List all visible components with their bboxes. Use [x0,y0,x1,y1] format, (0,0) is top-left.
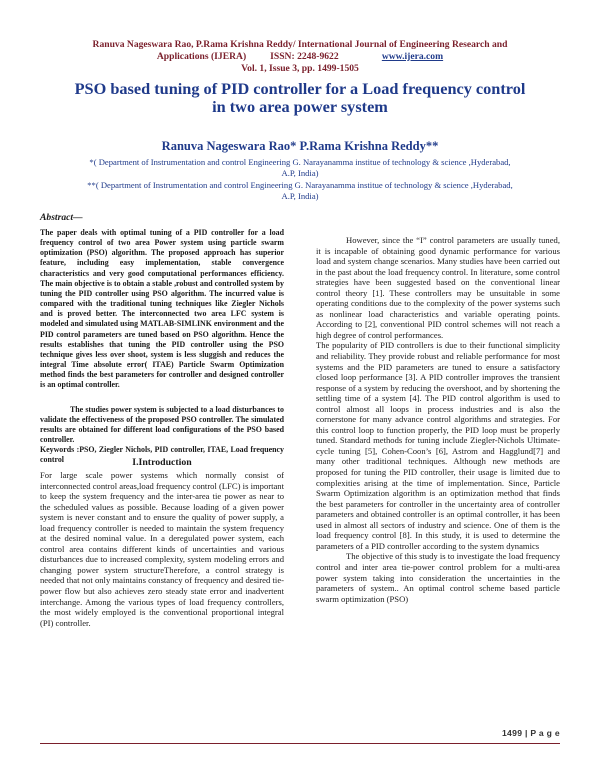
footer-rule [40,743,560,744]
website-link[interactable]: www.ijera.com [381,51,444,62]
page-number: 1499 | P a g e [501,728,560,738]
affiliation-2-line-2: A.P, India) [281,190,319,201]
journal-abbr: Applications (IJERA) [156,51,247,62]
abstract-heading: Abstract— [40,212,83,223]
right-paragraph-2: The popularity of PID controllers is due to their functional simplicity and reliability. They provide robust and reliable performance for most systems and the PID parameters are tuned to ensure a satisfactory closed loop performance [3]. A PID controller improves the transient response of a system by reducing the overshoot, and by shortening the settling time of a system [4]. The PID control algorithm is used to control almost all loops in process industries and is also the cornerstone for many advance control algorithms and strategies. For this control loop to function properly, the PID loop must be properly tuned. Standard methods for tuning include Ziegler-Nichols Ultimate-cycle tuning [5], Cohen-Coon’s [6], Astrom and Hagglund[7] and many other traditional techniques. Although new methods are proposed for tuning the PID controller, their usage is limited due to complexities arising at the time of implementation. Since, Particle Swarm Optimization algorithm is an optimization method that finds the best parameters for controller in the uncertainty area of controller parameters and obtained controller is an optimal controller, it has been used in almost all sectors of industry and science. One of them is the load frequency control [8]. In this study, it is used to determine the parameters of a PID controller according to the system dynamics [316,340,560,551]
title-line-2: in two area power system [212,97,388,116]
affiliation-2-line-1: **( Department of Instrumentation and control Engineering G. Narayanamma institue of technology & science ,Hyderabad, [87,180,513,190]
journal-issn-line [40,51,560,63]
intro-body [40,470,284,628]
right-paragraph-1: However, since the “I” control parameters are usually tuned, it is incapable of obtaining good dynamic performance for various load and system change scenarios. Many studies have been carried out in the past about the load frequency control. In literature, some control strategies have been suggested based on the conventional linear control theory [1]. These controllers may be unsuitable in some operating conditions due to the complexity of the power systems such as nonlinear load characteristics and variable operating points. According to [2], conventional PID control schemes will not reach a high degree of control performances. [316,235,560,340]
right-paragraph-3: The objective of this study is to investigate the load frequency control and inter area tie-power control problem for a multi-area power system taking into consideration the uncertainties in the parameters of system.. An optimal control scheme based particle swarm optimization (PSO) [316,551,560,604]
affiliation-1-line-1: *( Department of Instrumentation and control Engineering G. Narayanamma institue of technology & science ,Hyderabad, [89,157,511,167]
affiliation-1-line-2: A.P, India) [281,167,319,178]
keywords: Keywords :PSO, Ziegler Nichols, PID controller, ITAE, Load frequency control [40,445,284,465]
issn: ISSN: 2248-9622 [270,51,339,62]
journal-header [40,39,560,75]
affiliation-2 [40,180,560,201]
abstract-paragraph-1: The paper deals with optimal tuning of a PID controller for a load frequency control of two area Power system using particle swarm optimization (PSO) algorithm. The proposed approach has superior feature, including easy implementation, stable convergence characteristics and very good computational performances efficiency. The main objective is to obtain a stable ,robust and controlled system by tuning the PID controller using PSO algorithm. The incurred value is compared with the traditional tuning techniques like Ziegler Nichols and is proved better. The interconnected two area LFC system is modeled and simulated using MATLAB-SIMLINK environment and the PID control parameters are tuned based on PSO algorithm. Hence the results establishes that tuning the PID controller using the PSO technique gives less over shoot, system is less sluggish and reduces the integral Time absolute error( ITAE) Particle Swarm Optimization method finds the best parameters for controller and designed controller is an optimal controller. [40,228,284,390]
paper-title [60,80,540,116]
intro-paragraph-1: For large scale power systems which normally consist of interconnected control areas,load frequency control (LFC) is important to keep the system frequency and the inter-area tie power as near to the scheduled values as possible. Because loading of a given power system is never constant and to ensure the quality of power supply, a load frequency controller is needed to maintain the system frequency at the desired nominal value. In a deregulated power system, each control area contains different kinds of uncertainties and various disturbances due to increased complexity, system modeling errors and changing power system structureTherefore, a control strategy is needed that not only maintains constancy of frequency and desired tie-power flow but also achieves zero steady state error and inadvertent interchange. Among the various types of load frequency controllers, the most widely employed is the conventional proportional integral (PI) controller. [40,470,284,628]
abstract-body [40,228,284,465]
right-column [316,235,560,604]
intro-heading: I.Introduction [132,457,192,468]
title-line-1: PSO based tuning of PID controller for a Load frequency control [74,79,526,98]
journal-line: Ranuva Nageswara Rao, P.Rama Krishna Reddy/ International Journal of Engineering Research and [92,39,508,50]
author-names: Ranuva Nageswara Rao* P.Rama Krishna Reddy** [161,139,439,153]
volume-line: Vol. 1, Issue 3, pp. 1499-1505 [241,63,359,74]
affiliation-1 [40,157,560,178]
abstract-paragraph-2: The studies power system is subjected to a load disturbances to validate the effectiveness of the proposed PSO controller. The simulated results are obtained for different load configurations of the PSO based controller. [40,404,284,444]
